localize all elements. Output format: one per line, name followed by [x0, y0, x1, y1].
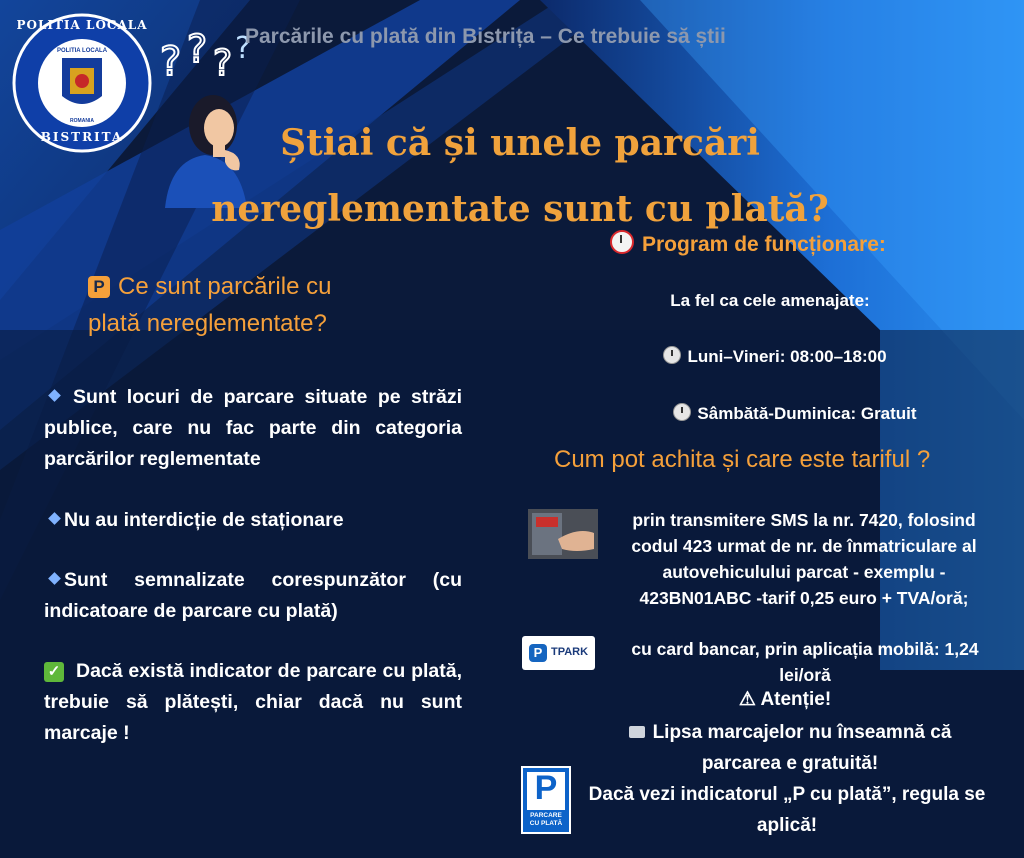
clock-icon: [663, 346, 681, 364]
main-title: [190, 110, 850, 242]
program-weekend: Sâmbătă-Duminica: Gratuit: [610, 403, 980, 424]
logo-bottom-text: BISTRITA: [40, 130, 124, 144]
parking-icon: P: [88, 276, 110, 298]
bullet-item: [44, 656, 462, 749]
question-line1: Ce sunt parcările cu: [118, 273, 332, 300]
diamond-icon: [48, 512, 61, 525]
program-weekdays: Luni–Vineri: 08:00–18:00: [600, 346, 950, 367]
logo-top-text: POLITIA LOCALA: [16, 18, 148, 32]
main-title-line2: nereglementate sunt cu plată?: [211, 188, 829, 230]
sms-payment-photo: [528, 509, 598, 559]
bullet-text: Sunt locuri de parcare situate pe străzi publice, care nu fac parte din categoria parcărilor reglementate: [44, 386, 462, 470]
bullet-item: [44, 505, 462, 536]
attention-line1: Lipsa marcajelor nu înseamnă că parcarea e gratuită!: [590, 717, 990, 779]
alarm-clock-icon: [610, 230, 634, 254]
logo-shield-text: POLITIA LOCALA: [56, 48, 108, 54]
attention-line2: Dacă vezi indicatorul „P cu plată”, regula se aplică!: [588, 784, 986, 836]
sms-payment-text: prin transmitere SMS la nr. 7420, folosind codul 423 urmat de nr. de înmatriculare al autovehiculului parcat - exemplu - 423BN01ABC -tarif 0,25 euro + TVA/oră;: [631, 510, 977, 608]
bullet-item: [44, 382, 462, 475]
question-title: [88, 268, 408, 342]
tpark-label: TPARK: [551, 646, 589, 658]
main-title-line1: Știai că și unele parcări: [280, 122, 760, 164]
header-title: Parcările cu plată din Bistrița – Ce trebuie să știi: [245, 25, 726, 48]
logo-shield-sub: ROMANIA: [70, 118, 94, 124]
svg-text:?: ?: [187, 30, 208, 71]
bullet-text: Sunt semnalizate corespunzător (cu indicatoare de parcare cu plată): [44, 569, 462, 622]
question-line2: plată nereglementate?: [88, 310, 327, 337]
attention-title: ⚠ Atenție!: [738, 689, 832, 710]
payment-title: Cum pot achita și care este tariful ?: [554, 446, 931, 473]
tpark-icon: P: [529, 644, 547, 662]
program-same-as: La fel ca cele amenajate:: [670, 291, 870, 310]
svg-text:?: ?: [235, 31, 251, 66]
bullet-text: Nu au interdicție de staționare: [64, 509, 344, 531]
police-logo: [12, 8, 152, 158]
warning-icon: ⚠: [738, 689, 761, 710]
parking-sign-letter: P: [534, 769, 558, 807]
parking-sign: [521, 766, 571, 834]
bullet-text: Dacă există indicator de parcare cu plată, trebuie să plătești, chiar dacă nu sunt marcaje !: [44, 660, 462, 744]
diamond-icon: [48, 572, 61, 585]
diamond-icon: [48, 389, 61, 402]
program-title: Program de funcționare:: [610, 230, 886, 257]
tpark-logo: [522, 636, 595, 670]
svg-text:?: ?: [160, 39, 182, 85]
svg-text:?: ?: [213, 43, 233, 84]
camera-icon: [629, 726, 645, 738]
bullet-item: [44, 565, 462, 627]
clock-icon: [673, 403, 691, 421]
card-payment-text: cu card bancar, prin aplicația mobilă: 1,24 lei/oră: [631, 639, 979, 685]
checkmark-icon: ✓: [44, 662, 64, 682]
parking-sign-caption: PARCARE CU PLATĂ: [529, 812, 563, 827]
